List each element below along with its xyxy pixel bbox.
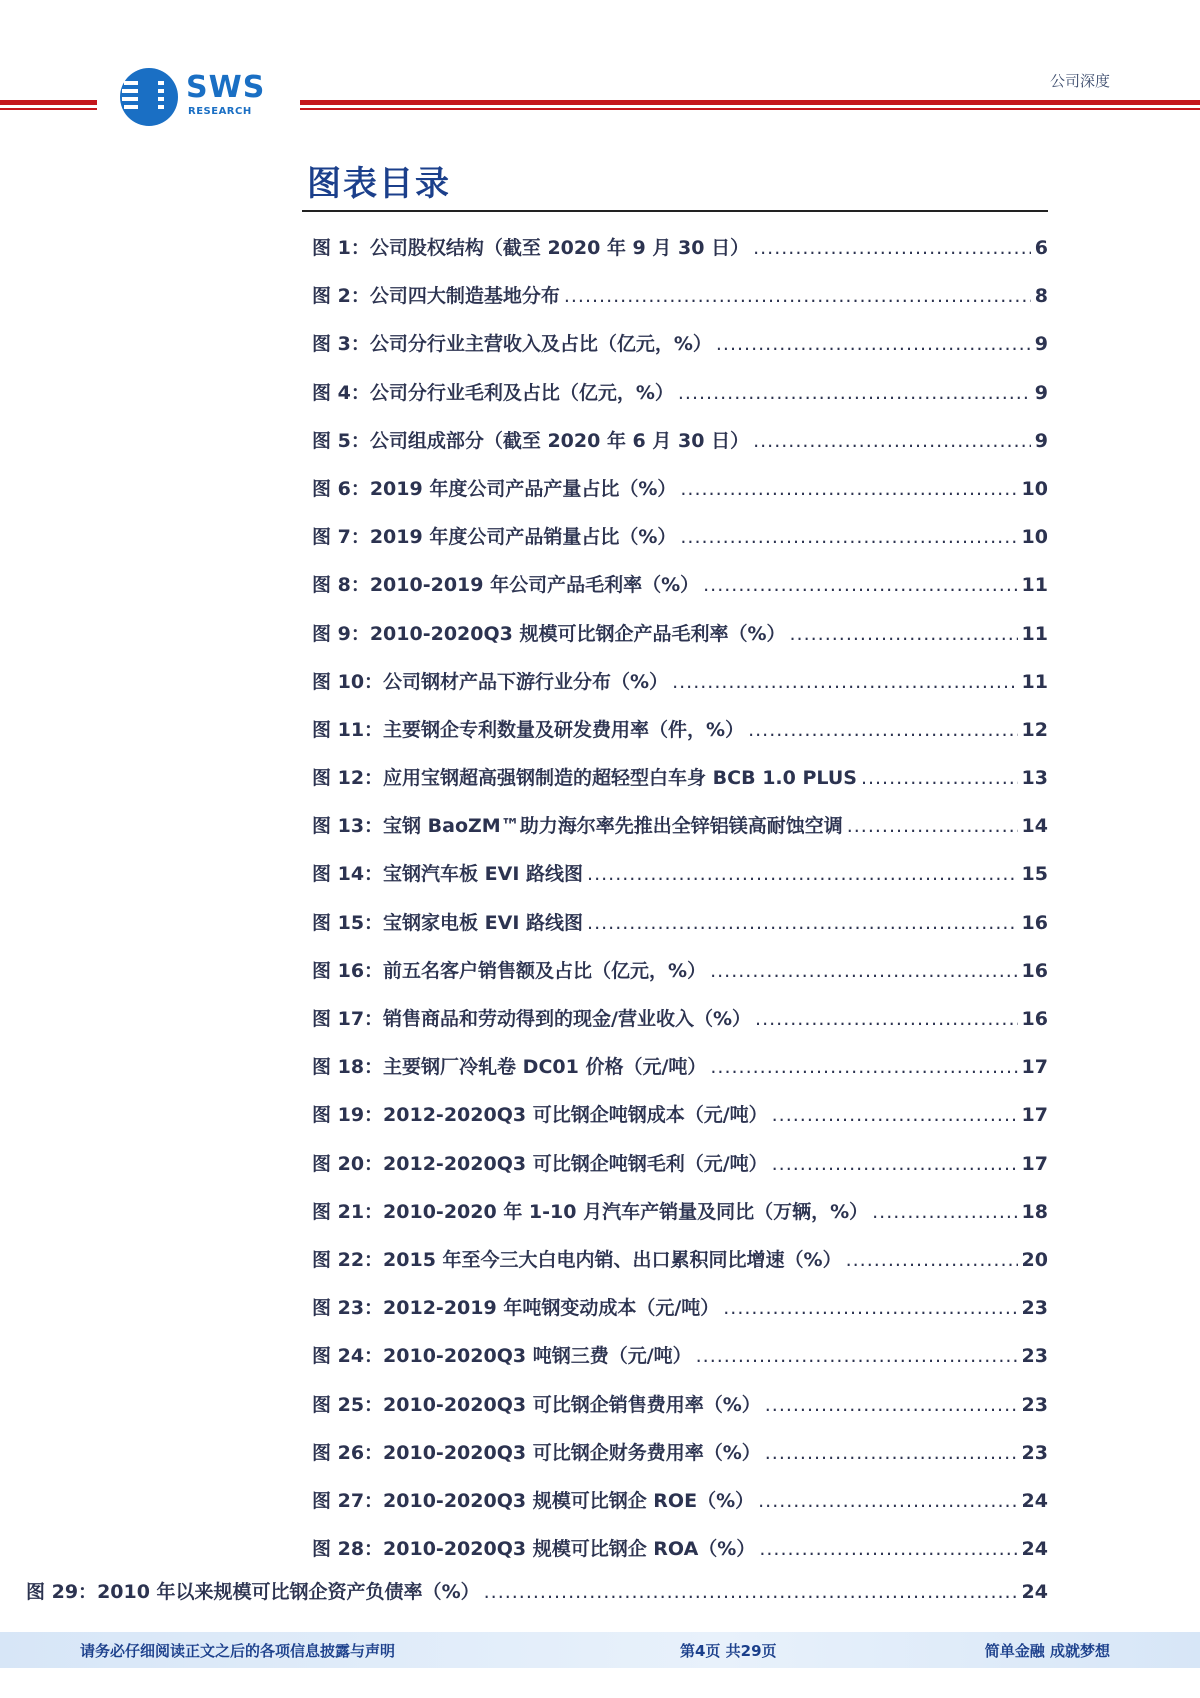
toc-leader [772,1095,1018,1135]
toc-entry-page: 20 [1021,1248,1048,1271]
toc-entry[interactable] [312,1288,1048,1336]
toc-entry[interactable] [312,710,1048,758]
toc-entry-page: 24 [1021,1581,1048,1603]
toc-leader [587,903,1018,943]
toc-entry-page: 9 [1034,429,1048,452]
toc-leader [846,1240,1018,1280]
toc-entry-page: 6 [1034,237,1048,259]
toc-entry[interactable] [312,951,1048,999]
toc-leader [847,806,1018,846]
footer-page-number: 第4页 共29页 [680,1642,777,1660]
header-rule-left [0,100,97,110]
toc-entry-label: 图 25：2010-2020Q3 可比钢企销售费用率（%） [312,1393,761,1416]
toc-entry[interactable] [312,517,1048,565]
toc-leader [753,228,1031,268]
toc-entry-page: 16 [1021,911,1048,934]
toc-leader [872,1192,1017,1232]
toc-leader [672,662,1017,702]
toc-leader [765,1433,1018,1473]
toc-entry-label: 图 16：前五名客户销售额及占比（亿元，%） [312,959,707,982]
toc-entry-page: 24 [1021,1489,1048,1512]
toc-entry[interactable] [312,565,1048,613]
toc-entry-page: 8 [1034,285,1048,308]
toc-entry-label: 图 2：公司四大制造基地分布 [312,285,560,308]
toc-entry-page: 10 [1021,477,1048,500]
toc-entry-label: 图 19：2012-2020Q3 可比钢企吨钢成本（元/吨） [312,1104,768,1127]
toc-entry[interactable] [312,1240,1048,1288]
toc-entry-page: 9 [1034,381,1048,404]
toc-entry-page: 23 [1021,1441,1048,1464]
toc-leader [696,1336,1018,1376]
toc-entry-page: 17 [1021,1152,1048,1175]
toc-entry[interactable] [312,614,1048,662]
toc-leader [753,421,1031,461]
toc-entry[interactable] [312,903,1048,951]
toc-entry[interactable] [312,324,1048,372]
toc-entry-label: 图 6：2019 年度公司产品产量占比（%） [312,477,677,500]
toc-entry[interactable] [312,421,1048,469]
toc-entry[interactable] [312,373,1048,421]
toc-entry-page: 9 [1034,333,1048,356]
toc-leader [716,324,1031,364]
toc-entry-label: 图 11：主要钢企专利数量及研发费用率（件，%） [312,718,745,741]
toc-entry-label: 图 20：2012-2020Q3 可比钢企吨钢毛利（元/吨） [312,1152,768,1175]
logo-wordmark: SWS [186,70,266,105]
toc-leader [587,854,1018,894]
toc-entry-label: 图 12：应用宝钢超高强钢制造的超轻型白车身 BCB 1.0 PLUS [312,767,857,790]
toc-entry-label: 图 4：公司分行业毛利及占比（亿元，%） [312,381,674,404]
toc-leader [861,758,1018,798]
toc-entry-label: 图 21：2010-2020 年 1-10 月汽车产销量及同比（万辆，%） [312,1200,869,1223]
toc-entry[interactable] [312,806,1048,854]
toc-entry[interactable] [312,1144,1048,1192]
toc-entry[interactable] [312,1336,1048,1384]
toc-entry-page: 11 [1021,622,1048,645]
toc-leader [710,1047,1017,1087]
title-divider [302,210,1048,212]
sws-logo [118,66,278,130]
toc-entry[interactable] [312,1529,1048,1577]
toc-entry-tail: %） [441,1581,480,1603]
toc-leader [755,999,1018,1039]
toc-leader [680,517,1017,557]
toc-entry[interactable] [312,1481,1048,1529]
toc-leader [772,1144,1018,1184]
toc-entry[interactable] [312,228,1048,276]
report-type: 公司深度 [1049,72,1110,90]
toc-entry-page: 11 [1021,670,1048,693]
toc-entry-label: 图 7：2019 年度公司产品销量占比（%） [312,526,677,549]
toc-entry[interactable] [312,758,1048,806]
figure-toc [312,228,1048,1577]
toc-leader [680,469,1017,509]
toc-entry-label: 图 13：宝钢 BaoZM™助力海尔率先推出全锌铝镁高耐蚀空调 [312,815,843,838]
toc-entry-label: 图 15：宝钢家电板 EVI 路线图 [312,911,584,934]
toc-leader [790,614,1018,654]
toc-leader [484,1581,1018,1603]
sws-logo-icon [118,66,180,128]
footer-slogan: 简单金融 成就梦想 [984,1642,1110,1660]
toc-leader [723,1288,1017,1328]
toc-leader [710,951,1017,991]
toc-entry-text: 2010 年以来规模可比钢企资产负债率（ [97,1581,442,1603]
toc-entry[interactable] [312,662,1048,710]
toc-leader [758,1481,1017,1521]
toc-entry-page: 13 [1021,767,1048,790]
toc-entry-last[interactable] [26,1577,1048,1604]
toc-entry-page: 10 [1021,526,1048,549]
toc-entry-label: 图 10：公司钢材产品下游行业分布（%） [312,670,669,693]
toc-entry[interactable] [312,999,1048,1047]
toc-leader [765,1385,1018,1425]
toc-entry-label: 图 23：2012-2019 年吨钢变动成本（元/吨） [312,1297,720,1320]
toc-entry-page: 17 [1021,1104,1048,1127]
toc-entry-label: 图 3：公司分行业主营收入及占比（亿元，%） [312,333,712,356]
toc-entry[interactable] [312,1433,1048,1481]
toc-entry-label: 图 22：2015 年至今三大白电内销、出口累积同比增速（%） [312,1248,842,1271]
toc-entry-label: 图 24：2010-2020Q3 吨钢三费（元/吨） [312,1345,692,1368]
toc-leader [703,565,1017,605]
header-rule-right [300,100,1200,110]
toc-entry[interactable] [312,1192,1048,1240]
toc-entry[interactable] [312,276,1048,324]
toc-entry-page: 23 [1021,1297,1048,1320]
footer-disclaimer: 请务必仔细阅读正文之后的各项信息披露与声明 [80,1642,396,1660]
toc-entry-label: 图 5：公司组成部分（截至 2020 年 6 月 30 日） [312,429,750,452]
toc-entry-label: 图 18：主要钢厂冷轧卷 DC01 价格（元/吨） [312,1056,707,1079]
toc-entry-page: 17 [1021,1056,1048,1079]
toc-entry-label: 图 28：2010-2020Q3 规模可比钢企 ROA（%） [312,1538,756,1561]
toc-entry-page: 12 [1021,718,1048,741]
toc-entry-label: 图 17：销售商品和劳动得到的现金/营业收入（%） [312,1008,752,1030]
toc-entry-page: 16 [1021,1008,1048,1030]
toc-entry-label: 图 14：宝钢汽车板 EVI 路线图 [312,863,584,886]
toc-entry[interactable] [312,1047,1048,1095]
toc-entry-page: 14 [1021,815,1048,838]
toc-entry-page: 23 [1021,1345,1048,1368]
toc-leader [678,373,1031,413]
toc-entry-label: 图 29： [26,1581,98,1603]
toc-entry-label: 图 1：公司股权结构（截至 2020 年 9 月 30 日） [312,237,750,259]
toc-entry-page: 18 [1021,1200,1048,1223]
toc-entry[interactable] [312,1385,1048,1433]
toc-entry[interactable] [312,1095,1048,1143]
page-title: 图表目录 [307,164,451,204]
toc-entry-label: 图 8：2010-2019 年公司产品毛利率（%） [312,574,700,597]
toc-entry-page: 24 [1021,1538,1048,1561]
toc-entry-label: 图 9：2010-2020Q3 规模可比钢企产品毛利率（%） [312,622,786,645]
toc-entry-page: 23 [1021,1393,1048,1416]
toc-entry-page: 15 [1021,863,1048,886]
toc-leader [564,276,1031,316]
logo-subtext: RESEARCH [188,106,252,117]
toc-leader [759,1529,1017,1569]
toc-entry-page: 16 [1021,959,1048,982]
toc-entry-label: 图 27：2010-2020Q3 规模可比钢企 ROE（%） [312,1489,755,1512]
toc-entry-page: 11 [1021,574,1048,597]
toc-entry-label: 图 26：2010-2020Q3 可比钢企财务费用率（%） [312,1441,761,1464]
toc-leader [748,710,1017,750]
toc-entry[interactable] [312,854,1048,902]
toc-entry[interactable] [312,469,1048,517]
